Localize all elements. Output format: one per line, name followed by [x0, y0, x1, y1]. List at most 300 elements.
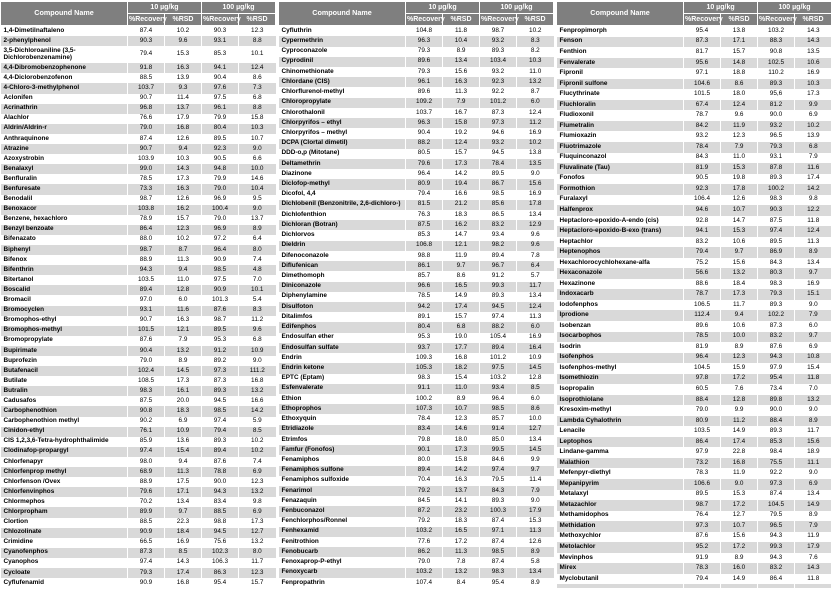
- value-cell: 15.3: [721, 226, 758, 237]
- compound-name-cell: Cyanofenphos: [3, 548, 48, 556]
- value-cell: 97.3: [202, 366, 239, 376]
- value-cell: 12.3: [239, 26, 276, 37]
- value-cell: 12.6: [517, 537, 554, 547]
- value-cell: 8.0: [239, 245, 276, 255]
- value-cell: 10.2: [165, 235, 202, 245]
- value-cell: 89.3: [758, 79, 795, 90]
- header-level-100ugkg: 100 µg/kg: [758, 2, 831, 14]
- value-cell: 98.5: [480, 547, 517, 557]
- header-rsd-100: %RSD: [239, 14, 276, 26]
- compound-name-cell: Dieldrin: [281, 241, 306, 249]
- value-cell: 11.3: [443, 547, 480, 557]
- value-cell: 19.4: [443, 179, 480, 189]
- table-row: [557, 163, 831, 174]
- compound-name-cell: DCPA (Clortal dimetil): [281, 139, 348, 147]
- value-cell: 92.2: [480, 87, 517, 97]
- value-cell: 9.0: [517, 496, 554, 506]
- value-cell: 89.3: [202, 437, 239, 447]
- table-row: [279, 292, 554, 302]
- value-cell: 96.1: [202, 104, 239, 114]
- value-cell: 17.4: [443, 302, 480, 312]
- value-cell: 13.7: [239, 215, 276, 225]
- value-cell: 8.5: [239, 427, 276, 437]
- value-cell: 79.6: [406, 159, 443, 169]
- value-cell: 96.5: [758, 131, 795, 142]
- value-cell: 86.3: [202, 568, 239, 578]
- value-cell: 16.9: [517, 128, 554, 138]
- value-cell: 16.9: [165, 538, 202, 548]
- table-row: [1, 437, 276, 447]
- compound-name-cell: 3,5-Dichloroaniline (3,5-Dichlorobenzenamine): [3, 46, 76, 61]
- value-cell: 80.4: [202, 124, 239, 134]
- compound-name-cell: Chlorpyrifos – ethyl: [281, 118, 342, 126]
- value-cell: 87.3: [128, 548, 165, 558]
- table-row: [279, 578, 554, 588]
- value-cell: 87.6: [758, 342, 795, 353]
- value-cell: 16.6: [239, 396, 276, 406]
- compound-name-cell: Benfluralin: [3, 174, 37, 182]
- value-cell: 94.2: [406, 302, 443, 312]
- compound-name-cell: Furalaxyl: [559, 195, 588, 203]
- compound-name-cell: Bupirimate: [3, 346, 37, 354]
- table-row: [557, 574, 831, 585]
- value-cell: 12.6: [165, 134, 202, 144]
- value-cell: 17.3: [165, 174, 202, 184]
- value-cell: 85.9: [128, 437, 165, 447]
- value-cell: 93.1: [758, 153, 795, 164]
- value-cell: 10.6: [795, 58, 831, 69]
- value-cell: 11.1: [795, 458, 831, 469]
- value-cell: 6.8: [239, 94, 276, 104]
- value-cell: 88.5: [128, 518, 165, 528]
- value-cell: 14.1: [443, 496, 480, 506]
- table-row: [557, 553, 831, 564]
- compound-name-cell: Fenvalerate: [559, 58, 596, 66]
- value-cell: 15.7: [443, 312, 480, 322]
- value-cell: 14.2: [443, 169, 480, 179]
- value-cell: 11.3: [795, 237, 831, 248]
- value-cell: 103.4: [480, 57, 517, 67]
- table-row: [1, 306, 276, 316]
- value-cell: 17.4: [165, 568, 202, 578]
- value-cell: 79.2: [406, 486, 443, 496]
- value-cell: 90.7: [128, 144, 165, 154]
- value-cell: 13.4: [517, 210, 554, 220]
- value-cell: 103.9: [128, 154, 165, 164]
- value-cell: 68.9: [128, 467, 165, 477]
- compound-name-cell: Flumetralin: [559, 121, 594, 129]
- value-cell: 96.5: [758, 521, 795, 532]
- table-row: [557, 321, 831, 332]
- value-cell: 16.9: [795, 279, 831, 290]
- compound-name-cell: Chlozolinate: [3, 528, 42, 536]
- compound-name-cell: Chlorothalonil: [281, 108, 325, 116]
- value-cell: 86.4: [128, 225, 165, 235]
- compound-name-cell: Fenobucarb: [281, 547, 319, 555]
- compound-name-cell: Clodinafop-propargyl: [3, 447, 69, 455]
- value-cell: 101.2: [480, 353, 517, 363]
- value-cell: 13.2: [239, 386, 276, 396]
- value-cell: 85.0: [480, 435, 517, 445]
- value-cell: 94.3: [202, 487, 239, 497]
- value-cell: 97.6: [202, 83, 239, 93]
- compound-name-cell: Hexaconazole: [559, 269, 603, 277]
- value-cell: 16.9: [795, 68, 831, 79]
- table-row: [1, 114, 276, 124]
- table-row: [279, 506, 554, 516]
- value-cell: 97.1: [684, 68, 721, 79]
- value-cell: 94.5: [480, 149, 517, 159]
- table-row: [557, 542, 831, 553]
- value-cell: 88.9: [128, 255, 165, 265]
- value-cell: 107.3: [406, 404, 443, 414]
- value-cell: 10.3: [165, 154, 202, 164]
- value-cell: 103.7: [128, 83, 165, 93]
- table-row: [557, 247, 831, 258]
- value-cell: 66.5: [128, 538, 165, 548]
- value-cell: 90.4: [406, 128, 443, 138]
- table-body: [557, 26, 831, 589]
- table-row: [1, 134, 276, 144]
- table-row: [279, 568, 554, 578]
- compound-name-cell: Isodrin: [559, 342, 581, 350]
- value-cell: 13.2: [239, 538, 276, 548]
- value-cell: 94.3: [758, 353, 795, 364]
- value-cell: 6.0: [517, 394, 554, 404]
- compound-name-cell: Fluotrimazole: [559, 142, 602, 150]
- value-cell: 88.5: [128, 73, 165, 83]
- table-row: [279, 200, 554, 210]
- value-cell: 103.5: [684, 426, 721, 437]
- table-row: [279, 353, 554, 363]
- compound-name-cell: Alachlor: [3, 114, 30, 122]
- table-row: [1, 174, 276, 184]
- value-cell: 86.4: [758, 574, 795, 585]
- value-cell: 79.2: [406, 517, 443, 527]
- value-cell: 88.2: [406, 139, 443, 149]
- value-cell: 15.6: [443, 67, 480, 77]
- value-cell: 7.9: [443, 98, 480, 108]
- value-cell: 104.6: [684, 79, 721, 90]
- value-cell: 85.3: [202, 46, 239, 63]
- value-cell: 80.0: [406, 455, 443, 465]
- value-cell: 92.2: [758, 468, 795, 479]
- table-row: [1, 538, 276, 548]
- compound-name-cell: Ethion: [281, 394, 302, 402]
- value-cell: 90.2: [128, 417, 165, 427]
- value-cell: 17.4: [795, 174, 831, 185]
- compound-name-cell: Acrinathrin: [3, 104, 38, 112]
- value-cell: 9.0: [239, 144, 276, 154]
- value-cell: 17.2: [721, 500, 758, 511]
- value-cell: 10.7: [239, 134, 276, 144]
- table-body: [279, 26, 554, 589]
- header-recovery-100: %Recovery: [480, 14, 517, 26]
- value-cell: 87.3: [758, 321, 795, 332]
- value-cell: 81.7: [684, 47, 721, 58]
- table-row: [557, 110, 831, 121]
- value-cell: 14.6: [443, 425, 480, 435]
- value-cell: 11.6: [795, 163, 831, 174]
- value-cell: 10.6: [721, 237, 758, 248]
- value-cell: 80.9: [684, 416, 721, 427]
- value-cell: 87.3: [684, 37, 721, 48]
- value-cell: 90.3: [202, 26, 239, 37]
- value-cell: 17.1: [165, 487, 202, 497]
- compound-name-cell: Ethoprophos: [281, 404, 322, 412]
- header-recovery-100: %Recovery: [202, 14, 239, 26]
- compound-name-cell: Chlordane (CIS): [281, 77, 330, 85]
- value-cell: 79.0: [128, 124, 165, 134]
- value-cell: 75.5: [758, 458, 795, 469]
- compound-name-cell: Chlorflurenol-methyl: [281, 88, 345, 96]
- table-row: [557, 405, 831, 416]
- header-level-10ugkg: 10 µg/kg: [406, 2, 480, 14]
- table-row: [1, 235, 276, 245]
- compound-name-cell: Disulfoton: [281, 302, 314, 310]
- table-row: [279, 190, 554, 200]
- value-cell: 12.4: [795, 226, 831, 237]
- table-header: [279, 2, 554, 26]
- value-cell: 17.2: [721, 374, 758, 385]
- value-cell: 18.4: [721, 279, 758, 290]
- compound-name-cell: Fenthion: [559, 48, 587, 55]
- value-cell: 7.8: [517, 251, 554, 261]
- table-row: [1, 124, 276, 134]
- value-cell: 8.9: [795, 247, 831, 258]
- value-cell: 93.1: [202, 36, 239, 46]
- value-cell: 17.9: [795, 542, 831, 553]
- table-row: [557, 142, 831, 153]
- value-cell: 13.2: [721, 268, 758, 279]
- value-cell: 89.3: [758, 174, 795, 185]
- value-cell: 17.2: [443, 537, 480, 547]
- value-cell: 95.4: [202, 578, 239, 588]
- compound-name-cell: Bifenox: [3, 255, 27, 263]
- table-row: [279, 455, 554, 465]
- compound-name-cell: Etrimfos: [281, 435, 308, 443]
- compound-name-cell: Flumioxazin: [559, 132, 597, 140]
- table-row: [1, 336, 276, 346]
- value-cell: 18.0: [443, 435, 480, 445]
- compound-name-cell: Heptachlor: [559, 237, 593, 245]
- compound-name-cell: Benfuresate: [3, 185, 41, 192]
- value-cell: 6.9: [239, 467, 276, 477]
- value-cell: 14.3: [165, 558, 202, 568]
- value-cell: 89.3: [480, 47, 517, 57]
- value-cell: 90.9: [202, 255, 239, 265]
- table-row: [1, 396, 276, 406]
- value-cell: 78.4: [480, 159, 517, 169]
- table-row: [279, 230, 554, 240]
- compound-name-cell: DDD-o,p (Mitotane): [281, 149, 340, 157]
- value-cell: 96.3: [406, 36, 443, 46]
- value-cell: 89.6: [684, 321, 721, 332]
- compound-name-cell: Fenarimol: [281, 486, 313, 494]
- value-cell: 104.5: [758, 500, 795, 511]
- value-cell: 8.9: [165, 356, 202, 366]
- value-cell: 101.3: [202, 295, 239, 305]
- value-cell: 77.6: [406, 537, 443, 547]
- compound-name-cell: Fonofos: [559, 174, 585, 182]
- value-cell: 101.2: [480, 98, 517, 108]
- value-cell: 94.1: [684, 226, 721, 237]
- value-cell: 88.5: [202, 507, 239, 517]
- value-cell: 78.4: [406, 414, 443, 424]
- value-cell: 5.7: [517, 271, 554, 281]
- value-cell: 102.5: [758, 58, 795, 69]
- value-cell: 11.4: [517, 476, 554, 486]
- value-cell: 10.6: [721, 321, 758, 332]
- value-cell: 13.7: [443, 486, 480, 496]
- value-cell: 79.0: [202, 184, 239, 194]
- value-cell: 19.2: [443, 128, 480, 138]
- value-cell: 17.2: [721, 542, 758, 553]
- compound-name-cell: Lambda Cyhalothrin: [559, 416, 622, 424]
- value-cell: 14.9: [795, 500, 831, 511]
- value-cell: 87.5: [758, 216, 795, 227]
- compound-name-cell: Chlorfenvinphos: [3, 487, 55, 495]
- table-row: [557, 521, 831, 532]
- value-cell: 91.2: [480, 271, 517, 281]
- value-cell: 13.4: [443, 57, 480, 67]
- compound-name-cell: 1,4-Dimetilnaftaleno: [3, 26, 65, 34]
- value-cell: 94.5: [480, 302, 517, 312]
- table-row: [279, 384, 554, 394]
- value-cell: 17.3: [443, 159, 480, 169]
- value-cell: 94.3: [758, 532, 795, 543]
- value-cell: 16.9: [517, 190, 554, 200]
- table-row: [557, 79, 831, 90]
- value-cell: 12.4: [721, 100, 758, 111]
- table-row: [279, 210, 554, 220]
- value-cell: 13.2: [239, 487, 276, 497]
- value-cell: 98.3: [480, 568, 517, 578]
- table-row: [279, 374, 554, 384]
- table-row: [279, 537, 554, 547]
- value-cell: 17.8: [517, 200, 554, 210]
- value-cell: 13.4: [517, 292, 554, 302]
- value-cell: 11.9: [443, 251, 480, 261]
- value-cell: 13.5: [795, 47, 831, 58]
- value-cell: 96.4: [406, 169, 443, 179]
- value-cell: 10.7: [443, 404, 480, 414]
- compound-name-cell: Chlorpyrifos – methyl: [281, 128, 348, 136]
- value-cell: 17.3: [795, 89, 831, 100]
- value-cell: 19.0: [443, 333, 480, 343]
- header-rsd-10: %RSD: [443, 14, 480, 26]
- value-cell: 7.0: [239, 275, 276, 285]
- compound-name-cell: Fenhexamid: [281, 527, 319, 535]
- value-cell: 101.5: [684, 89, 721, 100]
- value-cell: 16.8: [165, 124, 202, 134]
- value-cell: 5.4: [239, 295, 276, 305]
- value-cell: 79.9: [202, 114, 239, 124]
- value-cell: 8.0: [239, 548, 276, 558]
- value-cell: 12.3: [239, 568, 276, 578]
- compound-name-cell: Boscalid: [3, 285, 31, 293]
- value-cell: 89.9: [128, 507, 165, 517]
- value-cell: 103.5: [128, 275, 165, 285]
- value-cell: 112.4: [684, 310, 721, 321]
- value-cell: 11.6: [165, 306, 202, 316]
- value-cell: 93.7: [406, 343, 443, 353]
- value-cell: 79.3: [758, 142, 795, 153]
- value-cell: 94.5: [202, 396, 239, 406]
- compound-name-cell: Flucythrinate: [559, 90, 600, 98]
- compound-name-cell: Benodalil: [3, 195, 33, 203]
- value-cell: 90.0: [202, 477, 239, 487]
- value-cell: 98.3: [758, 279, 795, 290]
- value-cell: 88.4: [684, 395, 721, 406]
- value-cell: 87.4: [758, 490, 795, 501]
- table-row: [279, 425, 554, 435]
- value-cell: [758, 584, 795, 588]
- compound-name-cell: Dimethomoph: [281, 272, 325, 279]
- value-cell: 14.3: [795, 26, 831, 37]
- value-cell: 9.9: [721, 405, 758, 416]
- value-cell: 15.3: [721, 163, 758, 174]
- value-cell: 93.1: [128, 306, 165, 316]
- table-row: [1, 94, 276, 104]
- compound-name-cell: Fludioxonil: [559, 111, 594, 119]
- value-cell: 87.5: [406, 220, 443, 230]
- value-cell: 10.7: [721, 205, 758, 216]
- value-cell: 12.1: [443, 241, 480, 251]
- table-row: [557, 195, 831, 206]
- value-cell: 91.2: [202, 346, 239, 356]
- value-cell: 89.6: [406, 57, 443, 67]
- value-cell: 11.3: [517, 527, 554, 537]
- value-cell: 89.5: [758, 237, 795, 248]
- value-cell: 8.9: [517, 578, 554, 588]
- value-cell: 76.4: [684, 511, 721, 522]
- value-cell: 102.4: [128, 366, 165, 376]
- value-cell: 16.8: [443, 353, 480, 363]
- value-cell: 96.7: [480, 261, 517, 271]
- value-cell: 8.9: [721, 342, 758, 353]
- table-row: [557, 205, 831, 216]
- value-cell: 78.5: [684, 332, 721, 343]
- value-cell: 22.8: [721, 447, 758, 458]
- value-cell: 11.2: [721, 416, 758, 427]
- value-cell: 9.7: [795, 332, 831, 343]
- value-cell: 103.7: [406, 108, 443, 118]
- value-cell: 76.1: [128, 427, 165, 437]
- value-cell: 14.9: [443, 292, 480, 302]
- value-cell: 93.2: [480, 139, 517, 149]
- compound-name-cell: Endrin: [281, 353, 302, 361]
- value-cell: 90.9: [128, 578, 165, 588]
- value-cell: 97.4: [128, 558, 165, 568]
- value-cell: 7.9: [795, 310, 831, 321]
- value-cell: 97.5: [202, 94, 239, 104]
- table-row: [279, 557, 554, 567]
- compound-name-cell: Cypermethrin: [281, 36, 324, 44]
- value-cell: 13.7: [165, 104, 202, 114]
- value-cell: 10.3: [795, 79, 831, 90]
- value-cell: 88.9: [128, 477, 165, 487]
- value-cell: 16.3: [165, 63, 202, 73]
- value-cell: 11.7: [517, 282, 554, 292]
- header-compound-name: Compound Name: [557, 2, 684, 26]
- value-cell: 79.4: [202, 427, 239, 437]
- value-cell: 94.1: [202, 63, 239, 73]
- value-cell: 90.7: [128, 94, 165, 104]
- value-cell: 15.1: [795, 289, 831, 300]
- value-cell: 79.4: [684, 247, 721, 258]
- value-cell: 78.5: [406, 292, 443, 302]
